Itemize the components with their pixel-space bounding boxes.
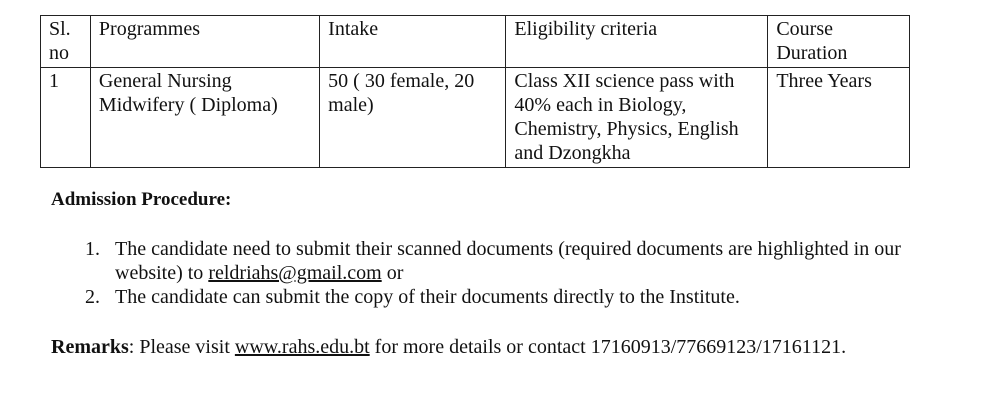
remarks — [51, 335, 846, 359]
cell-sl-no: 1 — [41, 68, 91, 168]
cell-programme: General Nursing Midwifery ( Diploma) — [90, 68, 319, 168]
cell-intake: 50 ( 30 female, 20 male) — [320, 68, 506, 168]
remarks-text-before: : Please visit — [128, 336, 235, 358]
admission-heading: Admission Procedure: — [51, 189, 232, 210]
remarks-text-after: for more details or contact 17160913/77669123/17161121. — [369, 336, 847, 358]
programmes-table — [40, 15, 910, 168]
header-intake: Intake — [320, 16, 506, 68]
table-row — [41, 68, 910, 168]
header-sl-no: Sl. no — [41, 16, 91, 68]
admission-steps — [85, 237, 965, 309]
table-header-row — [41, 16, 910, 68]
step-text-before: The candidate need to submit their scanned documents (required documents are highlighted in our website) to — [115, 238, 901, 284]
step-text — [115, 237, 965, 285]
list-item — [85, 237, 965, 285]
step-text-after: or — [381, 262, 404, 284]
cell-eligibility: Class XII science pass with 40% each in Biology, Chemistry, Physics, English and Dzongkha — [506, 68, 768, 168]
step-number: 1. — [85, 238, 100, 260]
remarks-label: Remarks — [51, 336, 129, 358]
email-link[interactable]: reldriahs@gmail.com — [208, 262, 382, 284]
header-eligibility: Eligibility criteria — [506, 16, 768, 68]
cell-duration: Three Years — [768, 68, 910, 168]
website-link[interactable]: www.rahs.edu.bt — [234, 336, 370, 358]
list-item — [85, 285, 965, 309]
header-programmes: Programmes — [90, 16, 319, 68]
step-number: 2. — [85, 286, 100, 308]
step-text: The candidate can submit the copy of their documents directly to the Institute. — [115, 286, 740, 308]
header-course-duration: Course Duration — [768, 16, 910, 68]
